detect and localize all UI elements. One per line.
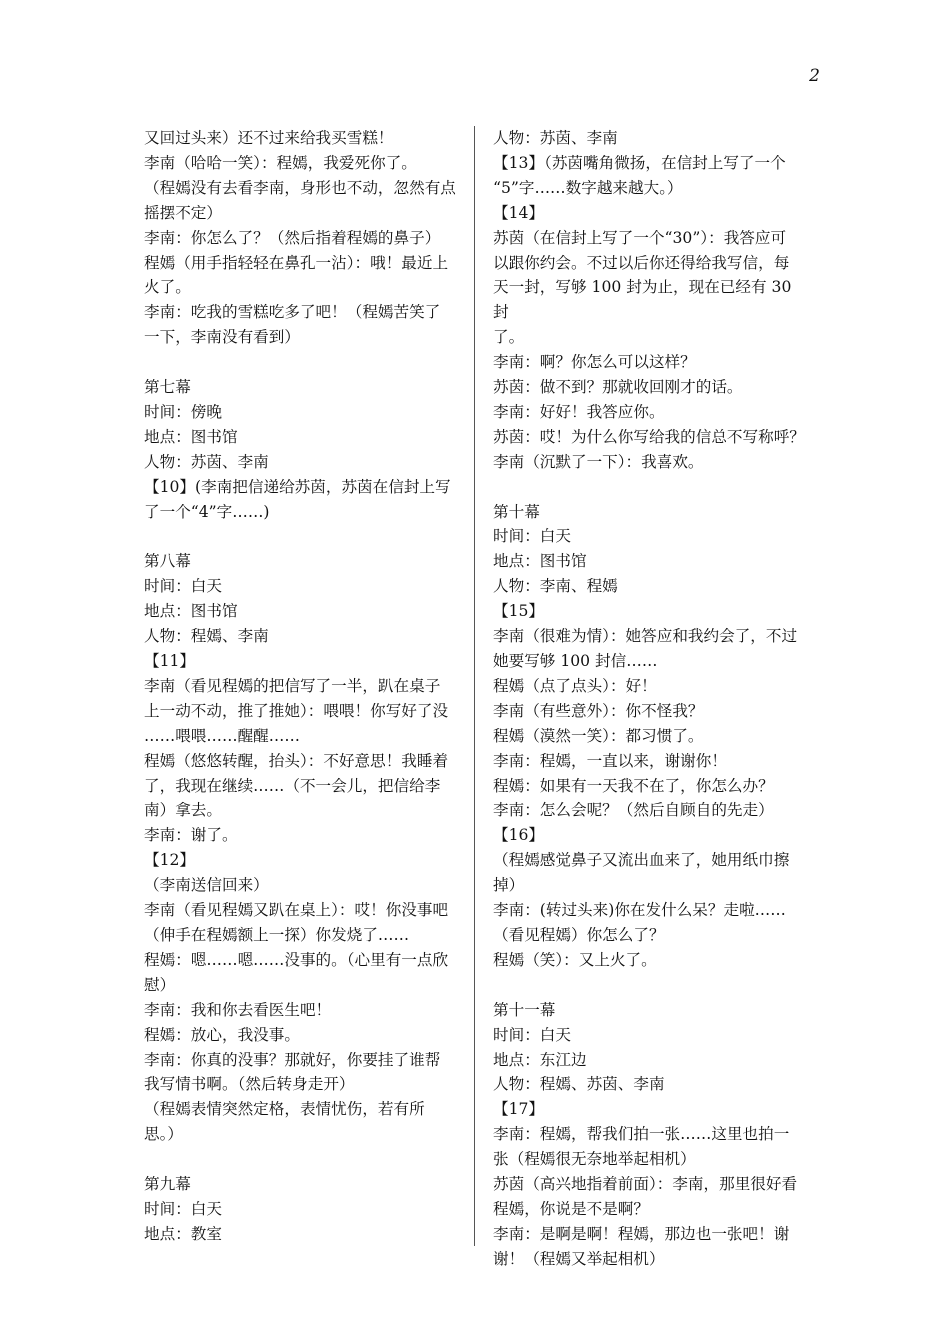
text-line: 苏茵（在信封上写了一个“30”）：我答应可: [493, 228, 787, 247]
text-line: 地点：图书馆: [144, 427, 238, 446]
text-line: 火了。: [144, 278, 191, 297]
text-line: 时间：傍晚: [144, 402, 222, 421]
text-line: 李南：我和你去看医生吧！: [144, 1000, 332, 1019]
text-line: “5”字……数字越来越大。）: [493, 178, 683, 197]
text-line: 李南：程嫣，一直以来，谢谢你！: [493, 751, 727, 770]
text-line: 人物：程嫣、李南: [144, 627, 269, 646]
text-line: 思。）: [144, 1125, 183, 1144]
text-line: （程嫣感觉鼻子又流出血来了，她用纸巾擦: [493, 851, 790, 870]
text-line: 第十幕: [493, 502, 540, 521]
text-line: 了，我现在继续……（不一会儿，把信给李: [144, 776, 441, 795]
text-line: 程嫣：放心，我没事。: [144, 1025, 300, 1044]
text-line: 时间：白天: [144, 577, 222, 596]
text-line: 李南：你真的没事？那就好，你要挂了谁帮: [144, 1050, 441, 1069]
blank-line: [144, 350, 462, 375]
text-line: 李南（看见程嫣的把信写了一半，趴在桌子: [144, 676, 441, 695]
text-line: 李南（哈哈一笑）：程嫣，我爱死你了。: [144, 153, 417, 172]
column-divider: [474, 126, 475, 1246]
text-line: 了。: [493, 328, 525, 347]
text-line: （程嫣没有去看李南，身形也不动，忽然有点: [144, 178, 456, 197]
text-line: 李南：谢了。: [144, 826, 238, 845]
right-column: [493, 126, 811, 1272]
text-line: 天一封，写够 100 封为止，现在已经有 30 封: [493, 278, 797, 322]
text-line: 人物：李南、程嫣: [493, 577, 618, 596]
text-line: 李南：(转过头来)你在发什么呆？走啦……: [493, 901, 786, 920]
text-line: 人物：程嫣、苏茵、李南: [493, 1075, 665, 1094]
text-line: 第七幕: [144, 378, 191, 397]
text-line: 程嫣：如果有一天我不在了，你怎么办？: [493, 776, 774, 795]
text-line: 程嫣：嗯……嗯……没事的。（心里有一点欣: [144, 950, 449, 969]
text-line: 张（程嫣很无奈地举起相机）: [493, 1150, 696, 1169]
text-line: （伸手在程嫣额上一探）你发烧了……: [144, 925, 410, 944]
text-line: 以跟你约会。不过以后你还得给我写信，每: [493, 253, 790, 272]
text-line: 李南（沉默了一下）：我喜欢。: [493, 452, 704, 471]
blank-line: [144, 524, 462, 549]
text-line: 地点：图书馆: [144, 602, 238, 621]
text-line: 时间：白天: [493, 1025, 571, 1044]
text-line: 人物：苏茵、李南: [493, 129, 618, 147]
text-line: 掉）: [493, 876, 525, 895]
text-line: 李南：是啊是啊！程嫣，那边也一张吧！谢: [493, 1224, 790, 1243]
text-line: 苏茵（高兴地指着前面）：李南，那里很好看: [493, 1175, 798, 1194]
text-line: 谢！（程嫣又举起相机）: [493, 1249, 665, 1268]
text-line: 苏茵：做不到？那就收回刚才的话。: [493, 378, 743, 397]
blank-line: [493, 475, 811, 500]
text-line: 李南：你怎么了？（然后指着程嫣的鼻子）: [144, 228, 441, 247]
page-number: 2: [809, 66, 820, 86]
text-line: 第九幕: [144, 1175, 191, 1194]
text-line: 地点：图书馆: [493, 552, 587, 571]
text-line: ……喂喂……醒醒……: [144, 726, 300, 745]
text-line: 第八幕: [144, 552, 191, 571]
text-line: 李南：好好！我答应你。: [493, 402, 665, 421]
text-line: 地点：教室: [144, 1224, 222, 1243]
text-line: 程嫣（用手指轻轻在鼻孔一沾）：哦！最近上: [144, 253, 449, 272]
text-line: 地点：东江边: [493, 1050, 587, 1069]
blank-line: [493, 973, 811, 998]
text-line: 李南：吃我的雪糕吃多了吧！（程嫣苦笑了: [144, 303, 441, 322]
text-line: 程嫣，你说是不是啊？: [493, 1199, 649, 1218]
text-line: （李南送信回来）: [144, 876, 269, 895]
text-line: 李南：怎么会呢？（然后自顾自的先走）: [493, 801, 774, 820]
text-line: 程嫣（笑）：又上火了。: [493, 950, 657, 969]
left-column: [144, 126, 462, 1247]
text-line: 李南（有些意外）：你不怪我？: [493, 701, 704, 720]
text-line: 我写情书啊。（然后转身走开）: [144, 1075, 355, 1094]
text-line: 【12】: [144, 851, 196, 870]
text-line: 程嫣（悠悠转醒，抬头）：不好意思！我睡着: [144, 751, 449, 770]
text-line: 【11】: [144, 652, 196, 670]
text-line: 摇摆不定）: [144, 203, 222, 222]
text-line: 时间：白天: [493, 527, 571, 546]
text-line: 人物：苏茵、李南: [144, 452, 269, 471]
blank-line: [144, 1147, 462, 1172]
text-line: （程嫣表情突然定格，表情忧伤，若有所: [144, 1100, 425, 1119]
text-line: 慰）: [144, 975, 176, 994]
text-line: 【17】: [493, 1100, 545, 1119]
text-line: 程嫣（点了点头）：好！: [493, 676, 657, 695]
text-line: 南）拿去。: [144, 801, 222, 820]
text-line: 【10】(李南把信递给苏茵，苏茵在信封上写: [144, 477, 451, 496]
text-line: 【13】（苏茵嘴角微扬，在信封上写了一个: [493, 153, 786, 172]
text-line: 李南：程嫣，帮我们拍一张……这里也拍一: [493, 1125, 790, 1144]
text-line: 苏茵：哎！为什么你写给我的信总不写称呼？: [493, 427, 805, 446]
text-line: 李南（看见程嫣又趴在桌上）：哎！你没事吧: [144, 901, 449, 920]
text-line: 【16】: [493, 826, 545, 845]
text-line: 李南（很难为情）：她答应和我约会了，不过: [493, 627, 798, 646]
text-line: 一下，李南没有看到）: [144, 328, 300, 347]
text-line: 程嫣（漠然一笑）：都习惯了。: [493, 726, 704, 745]
text-line: 【14】: [493, 203, 545, 222]
text-line: 又回过头来）还不过来给我买雪糕！: [144, 129, 394, 147]
text-line: 【15】: [493, 602, 545, 621]
text-line: （看见程嫣）你怎么了？: [493, 925, 665, 944]
text-line: 她要写够 100 封信……: [493, 652, 658, 671]
text-line: 了一个“4”字……): [144, 502, 270, 521]
text-line: 第十一幕: [493, 1000, 556, 1019]
text-line: 上一动不动，推了推她）：喂喂！你写好了没: [144, 701, 449, 720]
text-line: 时间：白天: [144, 1199, 222, 1218]
text-line: 李南：啊？你怎么可以这样？: [493, 353, 696, 372]
